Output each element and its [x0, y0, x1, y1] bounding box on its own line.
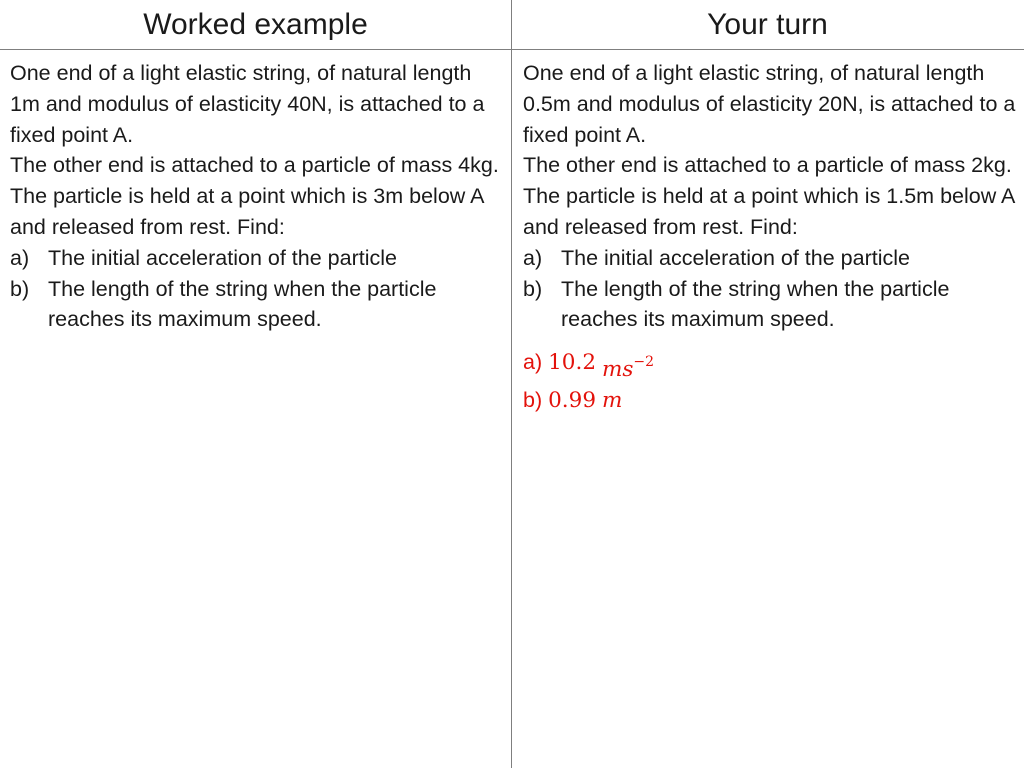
question-paragraph: The other end is attached to a particle of mass 2kg.	[523, 153, 1012, 178]
part-text: The length of the string when the particle reaches its maximum speed.	[48, 276, 437, 332]
question-paragraph: One end of a light elastic string, of natural length 0.5m and modulus of elasticity 20N, is attached to a fixed point A.	[523, 61, 1016, 147]
answer-b	[523, 385, 1019, 416]
answer-value: 10.2	[548, 350, 596, 376]
worked-example-title: Worked example	[143, 8, 368, 41]
column-divider	[511, 0, 512, 768]
unit-text: ms	[602, 357, 634, 383]
worked-example-question	[10, 58, 506, 335]
question-paragraph: The other end is attached to a particle of mass 4kg.	[10, 153, 499, 178]
your-turn-question	[523, 58, 1019, 416]
part-text: The initial acceleration of the particle	[48, 245, 397, 270]
question-part-b	[10, 274, 506, 336]
unit-exponent: −2	[633, 354, 655, 371]
answer-unit	[602, 347, 654, 385]
part-marker: b)	[523, 276, 543, 301]
part-marker: a)	[10, 245, 30, 270]
answer-label: a)	[523, 350, 543, 375]
question-parts	[523, 243, 1019, 335]
answer-a	[523, 347, 1019, 385]
answer-label: b)	[523, 388, 543, 413]
answer-unit: m	[602, 388, 623, 414]
question-part-a	[10, 243, 506, 274]
question-paragraph: The particle is held at a point which is 1.5m below A and released from rest. Find:	[523, 184, 1015, 239]
part-marker: a)	[523, 245, 543, 270]
question-part-a	[523, 243, 1019, 274]
your-turn-title: Your turn	[707, 8, 828, 41]
question-part-b	[523, 274, 1019, 336]
question-paragraph: One end of a light elastic string, of natural length 1m and modulus of elasticity 40N, is attached to a fixed point A.	[10, 61, 485, 147]
part-text: The initial acceleration of the particle	[561, 245, 910, 270]
question-parts	[10, 243, 506, 335]
part-marker: b)	[10, 276, 30, 301]
answer-value: 0.99	[548, 388, 596, 414]
question-paragraph: The particle is held at a point which is 3m below A and released from rest. Find:	[10, 184, 484, 239]
part-text: The length of the string when the particle reaches its maximum speed.	[561, 276, 950, 332]
answers	[523, 347, 1019, 416]
